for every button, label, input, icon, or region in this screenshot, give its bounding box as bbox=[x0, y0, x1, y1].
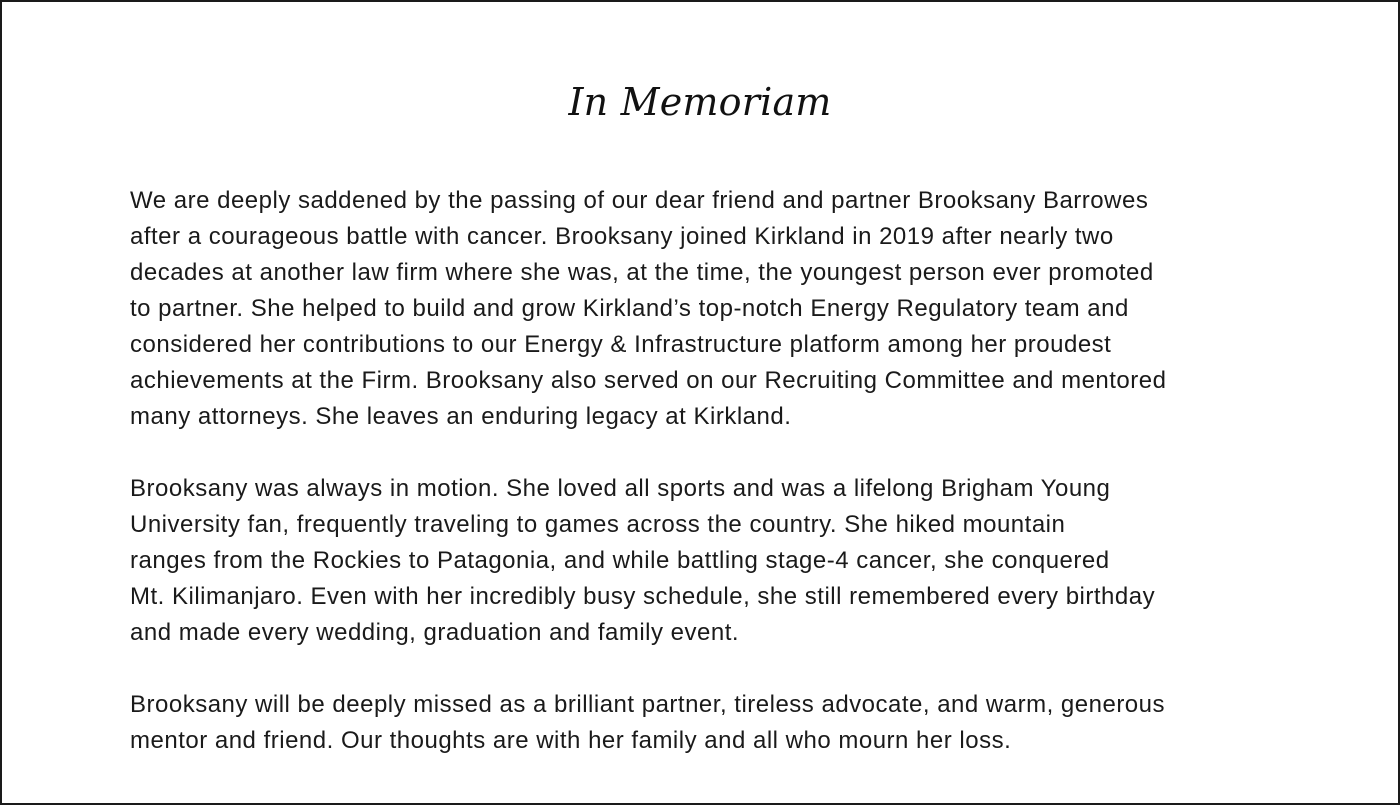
text-line: decades at another law firm where she was, at the time, the youngest person ever promoted bbox=[130, 259, 1154, 286]
text-line: to partner. She helped to build and grow Kirkland’s top-notch Energy Regulatory team and bbox=[130, 295, 1129, 322]
text-line: many attorneys. She leaves an enduring legacy at Kirkland. bbox=[130, 403, 792, 430]
paragraph-closing bbox=[130, 687, 1330, 759]
text-line: and made every wedding, graduation and family event. bbox=[130, 619, 740, 646]
text-line: Brooksany will be deeply missed as a brilliant partner, tireless advocate, and warm, generous bbox=[130, 691, 1165, 718]
text-line: We are deeply saddened by the passing of our dear friend and partner Brooksany Barrowes bbox=[130, 187, 1149, 214]
text-line: considered her contributions to our Energy & Infrastructure platform among her proudest bbox=[130, 331, 1112, 358]
text-line: Mt. Kilimanjaro. Even with her incredibly busy schedule, she still remembered every birthday bbox=[130, 583, 1156, 610]
page-title: In Memoriam bbox=[568, 80, 832, 124]
memoriam-body bbox=[130, 183, 1330, 759]
text-line: mentor and friend. Our thoughts are with her family and all who mourn her loss. bbox=[130, 727, 1012, 754]
text-line: after a courageous battle with cancer. Brooksany joined Kirkland in 2019 after nearly two bbox=[130, 223, 1114, 250]
text-line: University fan, frequently traveling to games across the country. She hiked mountain bbox=[130, 511, 1066, 538]
paragraph-personal bbox=[130, 471, 1330, 651]
text-line: ranges from the Rockies to Patagonia, and while battling stage-4 cancer, she conquered bbox=[130, 547, 1110, 574]
text-line: achievements at the Firm. Brooksany also served on our Recruiting Committee and mentored bbox=[130, 367, 1167, 394]
paragraph-tribute bbox=[130, 183, 1330, 435]
text-line: Brooksany was always in motion. She loved all sports and was a lifelong Brigham Young bbox=[130, 475, 1111, 502]
